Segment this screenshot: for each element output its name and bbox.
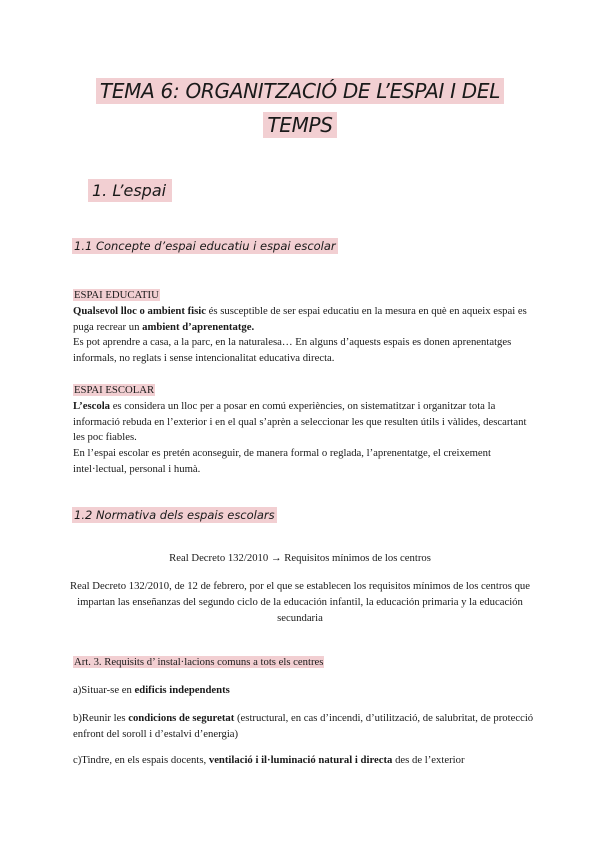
list-item-a	[73, 682, 538, 698]
espai-educatiu-block	[73, 288, 533, 367]
espai-educatiu-bold-2: ambient d’aprenentatge.	[142, 320, 255, 333]
section-heading-1	[88, 180, 172, 202]
list-item-b	[73, 710, 538, 742]
section-heading-1-2-text: 1.2 Normativa dels espais escolars	[74, 508, 275, 522]
espai-escolar-bold-1: L’escola	[73, 399, 111, 412]
decree-title-text: Real Decreto 132/2010 → Requisitos mínimos de los centros	[169, 552, 431, 564]
espai-educatiu-bold-1: Qualsevol lloc o ambient fisic	[73, 304, 206, 317]
section-heading-1-text: 1. L’espai	[88, 179, 172, 202]
espai-escolar-block	[73, 383, 533, 478]
decree-text	[60, 578, 540, 626]
title-line-2: TEMPS	[263, 112, 336, 138]
decree-title	[60, 550, 540, 566]
item-c-text: des de l’exterior	[392, 754, 465, 766]
article-heading-text: Art. 3. Requisits d’ instal·lacions comuns a tots els centres	[74, 656, 324, 668]
espai-educatiu-text-1: és susceptible de ser espai educatiu en la mesura en què en aqueix espai es puga recrear un	[73, 304, 527, 333]
section-heading-1-2	[72, 506, 277, 524]
espai-educatiu-paragraph-1	[73, 304, 533, 336]
espai-escolar-paragraph-2: En l’espai escolar es pretén aconseguir, de manera formal o reglada, l’aprenentatge, el creixement intel·lectual, personal i humà.	[73, 447, 491, 475]
item-b-prefix: b)Reunir les	[73, 712, 129, 724]
item-b-bold: condicions de seguretat	[128, 712, 235, 724]
espai-escolar-paragraph-1	[73, 399, 533, 446]
item-b-text: (estructural, en cas d’incendi, d’utilització, de salubritat, de protecció enfront del soroll i d’estalvi d’energia)	[73, 712, 534, 740]
item-a-prefix: a)Situar-se en	[73, 684, 135, 696]
section-heading-1-1	[72, 237, 338, 255]
article-heading	[73, 654, 538, 670]
espai-educatiu-label: ESPAI EDUCATIU	[74, 289, 159, 301]
espai-escolar-label: ESPAI ESCOLAR	[74, 384, 155, 396]
title-line-1: TEMA 6: ORGANITZACIÓ DE L’ESPAI I DEL	[96, 78, 504, 104]
espai-escolar-text-1: es considera un lloc per a posar en comú experiències, on sistematitzar i organitzar tota la informació rebuda en l’exterior i en el qual s’aprèn a seleccionar les que resulten útils i vàlides, descartant les poc fiables.	[73, 399, 527, 444]
espai-educatiu-paragraph-2: Es pot aprendre a casa, a la parc, en la naturalesa… En alguns d’aquests espais es donen aprenentatges informals, no reglats i sense intencionalitat educativa directa.	[73, 336, 512, 365]
document-title	[60, 74, 540, 142]
item-c-prefix: c)Tindre, en els espais docents,	[73, 754, 209, 766]
list-item-c	[73, 752, 538, 768]
item-a-bold: edificis independents	[134, 684, 230, 696]
item-c-bold: ventilació i il·luminació natural i directa	[208, 754, 393, 766]
decree-text-paragraph: Real Decreto 132/2010, de 12 de febrero, por el que se establecen los requisitos mínimos de los centros que impartan las enseñanzas del segundo ciclo de la educación infantil, la educación primaria y la educación secundaria	[69, 580, 531, 624]
section-heading-1-1-text: 1.1 Concepte d’espai educatiu i espai escolar	[74, 239, 336, 253]
